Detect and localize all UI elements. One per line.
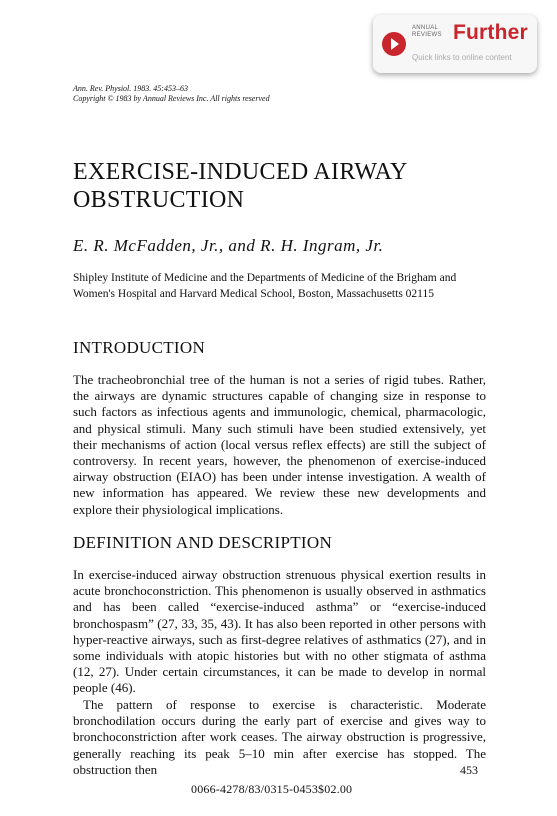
play-icon bbox=[382, 32, 406, 56]
badge-brand: Further bbox=[453, 21, 528, 44]
journal-citation: Ann. Rev. Physiol. 1983. 45:453–63 bbox=[73, 84, 188, 93]
copyright-line: Copyright © 1983 by Annual Reviews Inc. All rights reserved bbox=[73, 94, 270, 103]
article-title: EXERCISE-INDUCED AIRWAY OBSTRUCTION bbox=[73, 159, 407, 213]
article-code: 0066-4278/83/0315-0453$02.00 bbox=[191, 782, 353, 796]
article-authors: E. R. McFadden, Jr., and R. H. Ingram, Jr. bbox=[73, 236, 384, 255]
further-badge[interactable] bbox=[373, 15, 537, 73]
introduction-paragraph: The tracheobronchial tree of the human is not a series of rigid tubes. Rather, the airways are dynamic structures capable of changing size in response to such factors as infectious agents and immunologic, chemical, pharmacologic, and physical stimuli. Many such stimuli have been studied extensively, yet their mechanisms of action (local versus reflex effects) are still the subject of controversy. In recent years, however, the phenomenon of exercise-induced airway obstruction (EIAO) has been under intense investigation. A wealth of new information has appeared. We review these new developments and explore their physiological implications. bbox=[73, 372, 486, 517]
author-affiliation: Shipley Institute of Medicine and the Departments of Medicine of the Brigham and Women's Hospital and Harvard Medical School, Boston, Massachusetts 02115 bbox=[73, 272, 457, 300]
badge-publisher: ANNUAL REVIEWS bbox=[412, 25, 442, 38]
journal-info bbox=[73, 84, 270, 104]
badge-tagline: Quick links to online content bbox=[412, 53, 512, 62]
page-number: 453 bbox=[460, 763, 478, 777]
definition-paragraph-1: In exercise-induced airway obstruction strenuous physical exertion results in acute bronchoconstriction. This phenomenon is usually observed in asthmatics and has been called “exercise-induced asthma” or “exercise-induced bronchospasm” (27, 33, 35, 43). It has also been reported in other persons with hyper-reactive airways, such as first-degree relatives of asthmatics (27), and in some individuals with atopic histories but with no other stigmata of asthma (12, 27). Under certain circumstances, it can be made to develop in normal people (46). bbox=[73, 567, 486, 696]
section-heading-definition: DEFINITION AND DESCRIPTION bbox=[73, 533, 333, 552]
section-heading-introduction: INTRODUCTION bbox=[73, 338, 206, 357]
definition-paragraph-2: The pattern of response to exercise is characteristic. Moderate bronchodilation occurs during the early part of exercise and gives way to bronchoconstriction after work ceases. The airway obstruction is progressive, generally reaching its peak 5–10 min after exercise has stopped. The obstruction then bbox=[73, 697, 486, 777]
